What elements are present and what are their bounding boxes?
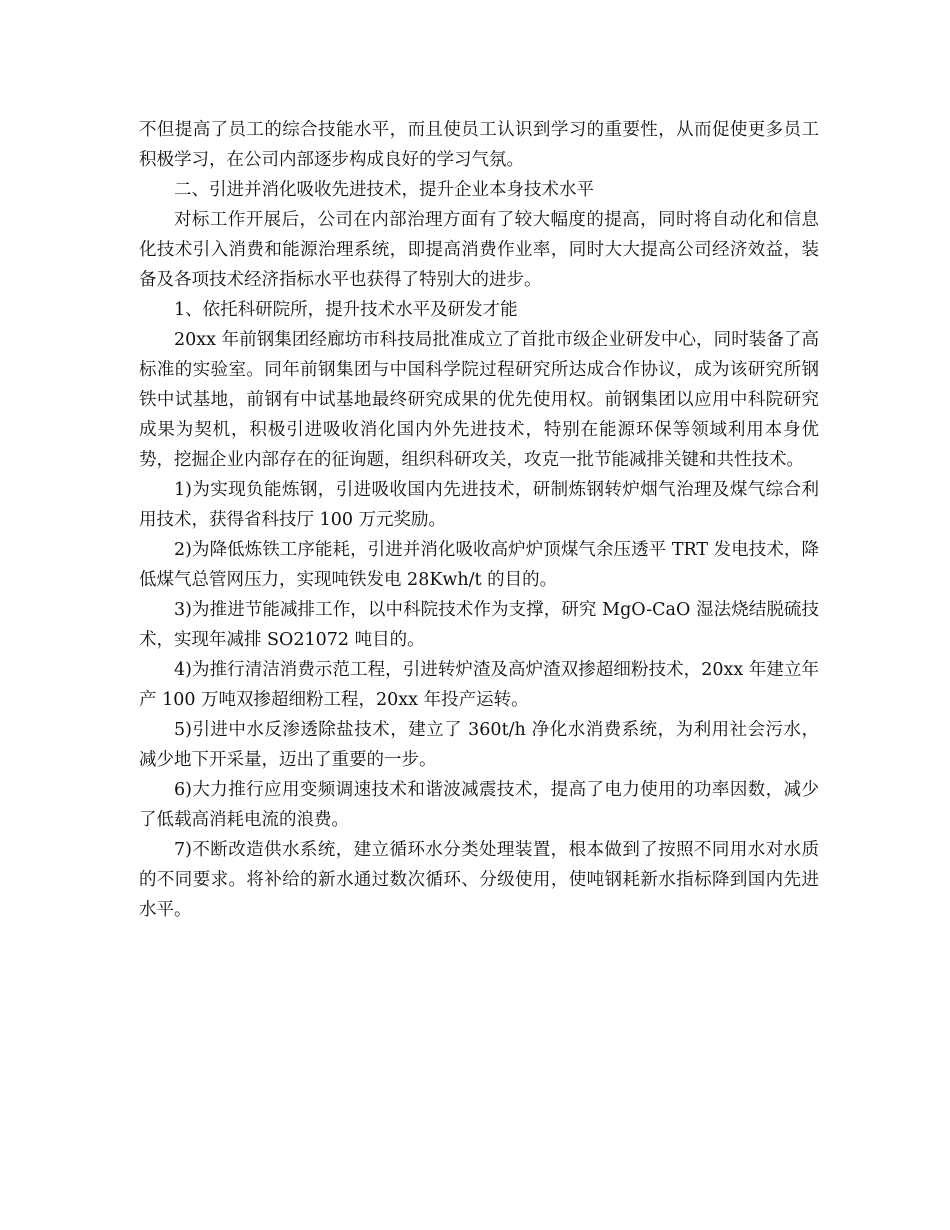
list-item-5: 5)引进中水反渗透除盐技术，建立了 360t/h 净化水消费系统，为利用社会污水，减少地下开采量，迈出了重要的一步。 [139,720,819,770]
list-item-6: 6)大力推行应用变频调速技术和谐波减震技术，提高了电力使用的功率因数，减少了低载高消耗电流的浪费。 [139,780,819,830]
section-heading-2: 二、引进并消化吸收先进技术，提升企业本身技术水平 [174,180,594,200]
list-item-4: 4)为推行清洁消费示范工程，引进转炉渣及高炉渣双掺超细粉技术，20xx 年建立年产 100 万吨双掺超细粉工程，20xx 年投产运转。 [139,660,819,710]
paragraph-continuation: 不但提高了员工的综合技能水平，而且使员工认识到学习的重要性，从而促使更多员工积极学习，在公司内部逐步构成良好的学习气氛。 [139,120,819,170]
paragraph: 对标工作开展后，公司在内部治理方面有了较大幅度的提高，同时将自动化和信息化技术引入消费和能源治理系统，即提高消费作业率，同时大大提高公司经济效益，装备及各项技术经济指标水平也获得了特别大的进步。 [139,210,819,290]
list-item-2: 2)为降低炼铁工序能耗，引进并消化吸收高炉炉顶煤气余压透平 TRT 发电技术，降低煤气总管网压力，实现吨铁发电 28Kwh/t 的目的。 [139,540,819,590]
paragraph: 20xx 年前钢集团经廊坊市科技局批准成立了首批市级企业研发中心，同时装备了高标准的实验室。同年前钢集团与中国科学院过程研究所达成合作协议，成为该研究所钢铁中试基地，前钢有中试基地最终研究成果的优先使用权。前钢集团以应用中科院研究成果为契机，积极引进吸收消化国内外先进技术，特别在能源环保等领域利用本身优势，挖掘企业内部存在的征询题，组织科研攻关，攻克一批节能减排关键和共性技术。 [139,330,819,470]
list-item-3: 3)为推进节能减排工作，以中科院技术作为支撑，研究 MgO-CaO 湿法烧结脱硫技术，实现年减排 SO21072 吨目的。 [139,600,819,650]
subsection-heading-1: 1、依托科研院所，提升技术水平及研发才能 [174,300,518,320]
list-item-1: 1)为实现负能炼钢，引进吸收国内先进技术，研制炼钢转炉烟气治理及煤气综合利用技术，获得省科技厅 100 万元奖励。 [139,480,819,530]
list-item-7: 7)不断改造供水系统，建立循环水分类处理装置，根本做到了按照不同用水对水质的不同要求。将补给的新水通过数次循环、分级使用，使吨钢耗新水指标降到国内先进水平。 [139,840,819,920]
document-body [139,115,819,925]
